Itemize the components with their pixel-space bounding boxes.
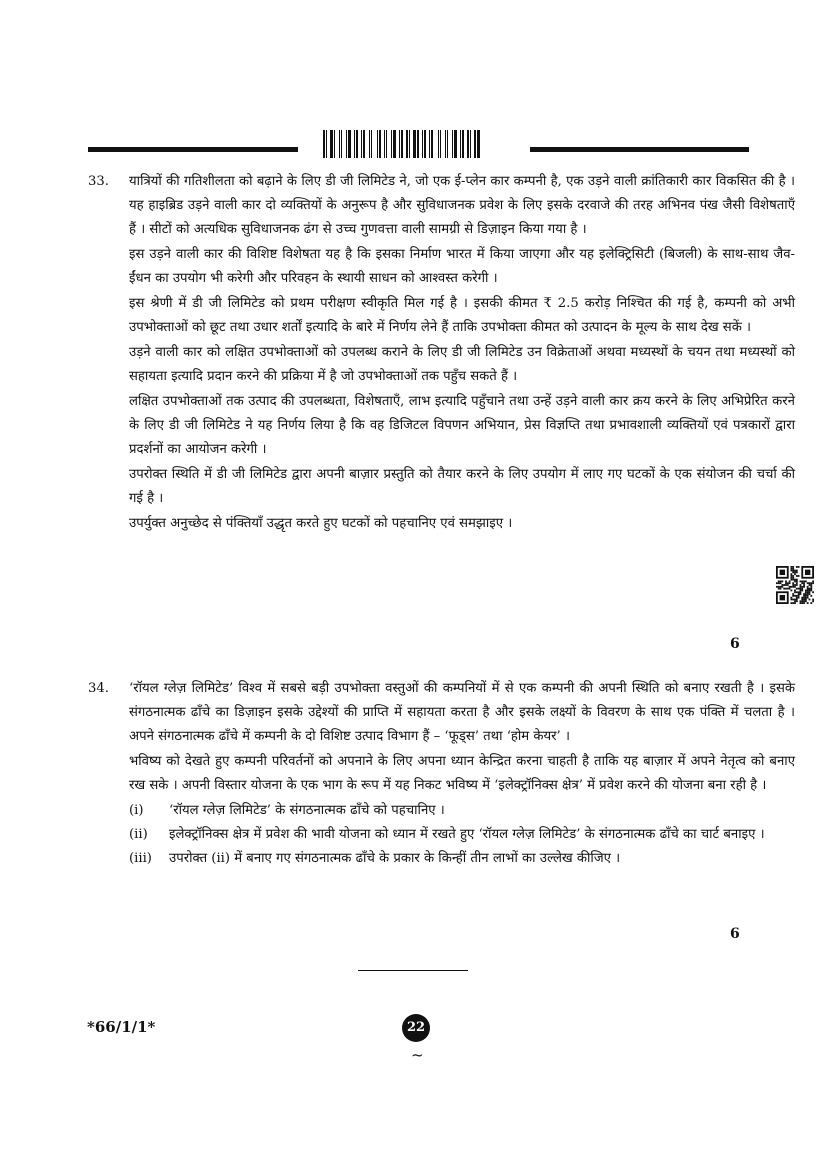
qr-module: [790, 590, 792, 592]
barcode-bar: [393, 130, 396, 158]
barcode-bar: [386, 130, 387, 158]
barcode-bar: [445, 130, 446, 158]
qr-module: [790, 599, 792, 601]
qr-module: [801, 600, 803, 602]
barcode-bar: [339, 130, 340, 158]
barcode-bar: [434, 130, 437, 158]
barcode-bar: [382, 130, 383, 158]
qr-module: [790, 568, 792, 570]
qr-module: [803, 586, 805, 588]
qr-module: [798, 593, 800, 595]
qr-module: [781, 586, 783, 588]
barcode-bar: [458, 130, 459, 158]
qr-module: [796, 584, 798, 586]
qr-module: [807, 590, 809, 592]
barcode-bar: [348, 130, 351, 158]
barcode-bar: [373, 130, 376, 158]
qr-module: [796, 599, 798, 601]
barcode-bar: [388, 130, 390, 158]
qr-module: [792, 570, 794, 572]
qr-module: [812, 591, 814, 593]
qr-module: [800, 593, 802, 595]
qr-module: [812, 580, 814, 582]
qr-module: [796, 570, 798, 572]
qr-module: [790, 579, 792, 581]
qr-module: [796, 600, 798, 602]
qr-module: [812, 599, 814, 601]
qr-module: [798, 597, 800, 599]
qr-module: [810, 584, 812, 586]
subpart-iii: [129, 847, 795, 871]
barcode-bar: [477, 130, 480, 158]
qr-module: [792, 575, 794, 577]
page-number: 22: [402, 1014, 430, 1042]
qr-module: [781, 580, 783, 582]
qr-module: [805, 593, 807, 595]
qr-module: [792, 593, 794, 595]
qr-module: [778, 586, 780, 588]
barcode-bar: [413, 130, 416, 158]
subpart-label: (iii): [129, 851, 152, 866]
header-rule-right: [530, 147, 749, 152]
subpart-text: इलेक्ट्रॉनिक्स क्षेत्र में प्रवेश की भावी योजना को ध्यान में रखते हुए ‘रॉयल ग्लेज़ लिमिटेड’ के संगठनात्मक ढाँचे का चार्ट बनाइए ।: [169, 827, 765, 842]
barcode-bar: [404, 130, 405, 158]
qr-module: [794, 599, 796, 601]
barcode-bar: [474, 130, 476, 158]
barcode-bar: [440, 130, 441, 158]
qr-module: [805, 591, 807, 593]
qr-module: [805, 599, 807, 601]
page-tilde: ~: [411, 1046, 424, 1064]
barcode-bar: [379, 130, 381, 158]
qr-module: [794, 579, 796, 581]
qr-module: [796, 575, 798, 577]
qr-module: [798, 575, 800, 577]
barcode-bar: [328, 130, 329, 158]
barcode-bar: [462, 130, 464, 158]
qr-module: [801, 588, 803, 590]
barcode-bar: [371, 130, 372, 158]
barcode-bar: [472, 130, 473, 158]
qr-module: [805, 580, 807, 582]
barcode-bar: [417, 130, 419, 158]
qr-module: [780, 588, 782, 590]
paragraph: इस श्रेणी में डी जी लिमिटेड को प्रथम परीक्षण स्वीकृति मिल गई है । इसकी कीमत ₹ 2.5 करोड़ निश्चित की गई है, कम्पनी को अभी उपभोक्ताओं को छूट तथा उधार शर्तों इत्यादि के बारे में निर्णय लेने हैं ताकि उपभोक्ता कीमत को उत्पादन के मूल्य के साथ देख सकें ।: [129, 296, 795, 335]
barcode-bar: [397, 130, 398, 158]
qr-module: [787, 584, 789, 586]
qr-module: [796, 566, 798, 568]
qr-module: [803, 597, 805, 599]
marks-q34: 6: [730, 926, 740, 942]
qr-finder-core: [805, 570, 810, 575]
qr-module: [796, 579, 798, 581]
barcode-bar: [467, 130, 469, 158]
qr-module: [794, 586, 796, 588]
barcode-bar: [406, 130, 408, 158]
qr-module: [789, 582, 791, 584]
qr-module: [794, 591, 796, 593]
qr-module: [785, 584, 787, 586]
qr-module: [785, 588, 787, 590]
qr-module: [803, 595, 805, 597]
question-number: 33.: [88, 174, 109, 189]
paragraph: भविष्य को देखते हुए कम्पनी परिवर्तनों को अपनाने के लिए अपना ध्यान केन्द्रित करना चाहती है ताकि यह बाज़ार में अपने नेतृत्व को बनाए रख सके । अपनी विस्तार योजना के एक भाग के रूप में यह निकट भविष्य में ‘इलेक्ट्रॉनिक्स क्षेत्र’ में प्रवेश करने की योजना बना रही है ।: [129, 754, 795, 793]
qr-module: [801, 586, 803, 588]
qr-module: [809, 588, 811, 590]
qr-module: [796, 582, 798, 584]
qr-module: [790, 602, 792, 604]
barcode-bar: [465, 130, 466, 158]
qr-module: [807, 602, 809, 604]
qr-module: [792, 582, 794, 584]
barcode-bar: [330, 130, 333, 158]
qr-module: [794, 602, 796, 604]
subpart-ii: [129, 823, 795, 847]
qr-module: [800, 586, 802, 588]
barcode-bar: [354, 130, 355, 158]
qr-module: [810, 586, 812, 588]
barcode-bar: [391, 130, 392, 158]
question-body: [129, 677, 795, 871]
barcode-bar: [452, 130, 453, 158]
qr-module: [800, 588, 802, 590]
qr-module: [803, 580, 805, 582]
qr-module: [803, 602, 805, 604]
barcode-bar: [411, 130, 412, 158]
qr-module: [776, 586, 778, 588]
qr-module: [807, 591, 809, 593]
barcode-bar: [366, 130, 368, 158]
qr-module: [787, 588, 789, 590]
barcode-bar: [470, 130, 471, 158]
barcode-bar: [449, 130, 451, 158]
barcode-bar: [361, 130, 362, 158]
qr-module: [785, 582, 787, 584]
header-rule-left: [88, 147, 298, 152]
qr-module: [794, 595, 796, 597]
barcode-bar: [336, 130, 338, 158]
question-number: 34.: [88, 681, 109, 696]
paragraph: इस उड़ने वाली कार की विशिष्ट विशेषता यह है कि इसका निर्माण भारत में किया जाएगा और यह इलेक्ट्रिसिटी (बिजली) के साथ-साथ जैव-ईंधन का उपयोग भी करेगी और परिवहन के स्थायी साधन को आश्वस्त करेगी ।: [129, 247, 795, 286]
qr-module: [800, 600, 802, 602]
barcode-bar: [442, 130, 444, 158]
qr-module: [810, 588, 812, 590]
barcode: [323, 130, 505, 158]
qr-module: [792, 599, 794, 601]
qr-module: [810, 595, 812, 597]
qr-module: [796, 591, 798, 593]
barcode-bar: [438, 130, 439, 158]
qr-module: [792, 584, 794, 586]
qr-module: [792, 595, 794, 597]
qr-module: [780, 582, 782, 584]
qr-finder-core: [780, 570, 785, 575]
paragraph: उपरोक्त स्थिति में डी जी लिमिटेड द्वारा अपनी बाज़ार प्रस्तुति को तैयार करने के लिए उपयोग में लाए गए घटकों के एक संयोजन की चर्चा की गई है ।: [129, 467, 795, 506]
qr-module: [792, 579, 794, 581]
qr-module: [809, 584, 811, 586]
qr-module: [785, 580, 787, 582]
qr-module: [800, 584, 802, 586]
paper-code: *66/1/1*: [87, 1018, 156, 1036]
qr-module: [812, 582, 814, 584]
qr-module: [790, 575, 792, 577]
qr-module: [807, 588, 809, 590]
qr-module: [801, 580, 803, 582]
barcode-bar: [326, 130, 327, 158]
qr-module: [789, 580, 791, 582]
qr-module: [783, 584, 785, 586]
qr-module: [803, 600, 805, 602]
barcode-bar: [409, 130, 410, 158]
qr-module: [801, 582, 803, 584]
qr-module: [794, 570, 796, 572]
barcode-bar: [369, 130, 370, 158]
qr-module: [800, 580, 802, 582]
qr-module: [801, 599, 803, 601]
qr-module: [803, 584, 805, 586]
qr-module: [800, 590, 802, 592]
qr-module: [801, 602, 803, 604]
qr-module: [807, 582, 809, 584]
barcode-bar: [334, 130, 335, 158]
barcode-bar: [429, 130, 430, 158]
qr-module: [809, 599, 811, 601]
barcode-bar: [377, 130, 378, 158]
qr-module: [792, 571, 794, 573]
qr-module: [794, 590, 796, 592]
barcode-bar: [422, 130, 423, 158]
barcode-bar: [454, 130, 457, 158]
qr-finder-core: [780, 595, 785, 600]
qr-module: [790, 566, 792, 568]
qr-module: [778, 588, 780, 590]
barcode-bar: [359, 130, 360, 158]
barcode-bar: [401, 130, 403, 158]
barcode-bar: [384, 130, 385, 158]
qr-module: [792, 566, 794, 568]
qr-module: [792, 568, 794, 570]
qr-module: [801, 597, 803, 599]
barcode-bar: [427, 130, 428, 158]
qr-module: [800, 602, 802, 604]
qr-module: [776, 582, 778, 584]
qr-module: [798, 595, 800, 597]
qr-module: [790, 570, 792, 572]
qr-module: [794, 571, 796, 573]
qr-code: [776, 566, 814, 604]
qr-module: [780, 586, 782, 588]
paragraph: लक्षित उपभोक्ताओं तक उत्पाद की उपलब्धता, विशेषताएँ, लाभ इत्यादि पहुँचाने तथा उन्हें उड़ने वाली कार क्रय करने के लिए अभिप्रेरित करने के लिए डी जी लिमिटेड ने यह निर्णय लिया है कि वह डिजिटल विपणन अभियान, प्रेस विज्ञप्ति तथा प्रभावशाली व्यक्तियों एवं पत्रकारों द्वारा प्रदर्शनों का आयोजन करेगी ।: [129, 394, 795, 457]
barcode-bar: [352, 130, 353, 158]
qr-module: [796, 597, 798, 599]
qr-module: [805, 597, 807, 599]
qr-module: [792, 586, 794, 588]
barcode-bar: [399, 130, 400, 158]
qr-module: [796, 571, 798, 573]
qr-module: [807, 586, 809, 588]
subpart-label: (ii): [129, 827, 148, 842]
qr-module: [792, 602, 794, 604]
qr-module: [798, 566, 800, 568]
qr-module: [805, 590, 807, 592]
qr-module: [801, 590, 803, 592]
qr-module: [781, 584, 783, 586]
qr-module: [783, 588, 785, 590]
qr-module: [778, 580, 780, 582]
barcode-bar: [460, 130, 461, 158]
qr-module: [798, 588, 800, 590]
subpart-label: (i): [129, 803, 144, 818]
qr-module: [792, 577, 794, 579]
qr-module: [810, 602, 812, 604]
qr-module: [807, 595, 809, 597]
qr-module: [796, 588, 798, 590]
qr-module: [810, 582, 812, 584]
barcode-bar: [363, 130, 365, 158]
qr-module: [794, 600, 796, 602]
qr-module: [809, 593, 811, 595]
paragraph: उड़ने वाली कार को लक्षित उपभोक्ताओं को उपलब्ध कराने के लिए डी जी लिमिटेड उन विक्रेताओं अथवा मध्यस्थों के चयन तथा मध्यस्थों को सहायता इत्यादि प्रदान करने की प्रक्रिया में है जो उपभोक्ताओं तक पहुँच सकते हैं ।: [129, 345, 795, 384]
paragraph: यात्रियों की गतिशीलता को बढ़ाने के लिए डी जी लिमिटेड ने, जो एक ई-प्लेन कार कम्पनी है, एक उड़ने वाली क्रांतिकारी कार विकसित की है । यह हाइब्रिड उड़ने वाली कार दो व्यक्तियों के अनुरूप है और सुविधाजनक प्रवेश के लिए इसके दरवाजे की तरह अभिनव पंख जैसी विशेषताएँ हैं । सीटों को अत्यधिक सुविधाजनक ढंग से उच्च गुणवत्ता वाली सामग्री से डिज़ाइन किया गया है ।: [129, 174, 795, 237]
qr-module: [807, 597, 809, 599]
qr-module: [807, 593, 809, 595]
barcode-bar: [420, 130, 421, 158]
qr-module: [796, 580, 798, 582]
question-body: [129, 170, 795, 537]
qr-module: [803, 582, 805, 584]
qr-module: [789, 588, 791, 590]
qr-module: [794, 584, 796, 586]
qr-module: [803, 593, 805, 595]
barcode-bar: [424, 130, 426, 158]
qr-module: [789, 586, 791, 588]
barcode-bar: [341, 130, 342, 158]
end-rule: [358, 970, 468, 971]
qr-module: [790, 597, 792, 599]
qr-module: [812, 600, 814, 602]
marks-q33: 6: [730, 636, 740, 652]
subpart-i: [129, 799, 795, 823]
subpart-text: ‘रॉयल ग्लेज़ लिमिटेड’ के संगठनात्मक ढाँचे को पहचानिए ।: [169, 803, 445, 818]
paragraph: ‘रॉयल ग्लेज़ लिमिटेड’ विश्व में सबसे बड़ी उपभोक्ता वस्तुओं की कम्पनियों में से एक कम्पनी की अपनी स्थिति को बनाए रखती है । इसके संगठनात्मक ढाँचे का डिज़ाइन इसके उद्देश्यों की प्राप्ति में सहायता करता है और इसके लक्ष्यों के विवरण के साथ एक पंक्ति में चलता है । अपने संगठनात्मक ढाँचे में कम्पनी के दो विशिष्ट उत्पाद विभाग हैं – ‘फूड्स’ तथा ‘होम केयर’ ।: [129, 681, 795, 744]
qr-module: [796, 595, 798, 597]
barcode-bar: [323, 130, 325, 158]
qr-module: [810, 590, 812, 592]
qr-module: [809, 591, 811, 593]
qr-module: [780, 580, 782, 582]
paragraph: उपर्युक्त अनुच्छेद से पंक्तियाँ उद्धृत करते हुए घटकों को पहचानिए एवं समझाइए ।: [129, 516, 513, 531]
qr-module: [790, 586, 792, 588]
qr-module: [800, 591, 802, 593]
qr-module: [794, 573, 796, 575]
qr-module: [809, 590, 811, 592]
qr-module: [809, 582, 811, 584]
barcode-bar: [447, 130, 448, 158]
qr-module: [790, 573, 792, 575]
qr-module: [798, 591, 800, 593]
qr-module: [805, 600, 807, 602]
barcode-bar: [343, 130, 345, 158]
barcode-bar: [431, 130, 433, 158]
qr-module: [778, 582, 780, 584]
subpart-text: उपरोक्त (ii) में बनाए गए संगठनात्मक ढाँचे के प्रकार के किन्हीं तीन लाभों का उल्लेख कीजिए ।: [169, 851, 621, 866]
qr-module: [794, 580, 796, 582]
qr-module: [803, 599, 805, 601]
barcode-bar: [346, 130, 347, 158]
barcode-bar: [356, 130, 358, 158]
qr-module: [805, 595, 807, 597]
qr-module: [790, 577, 792, 579]
qr-module: [787, 582, 789, 584]
